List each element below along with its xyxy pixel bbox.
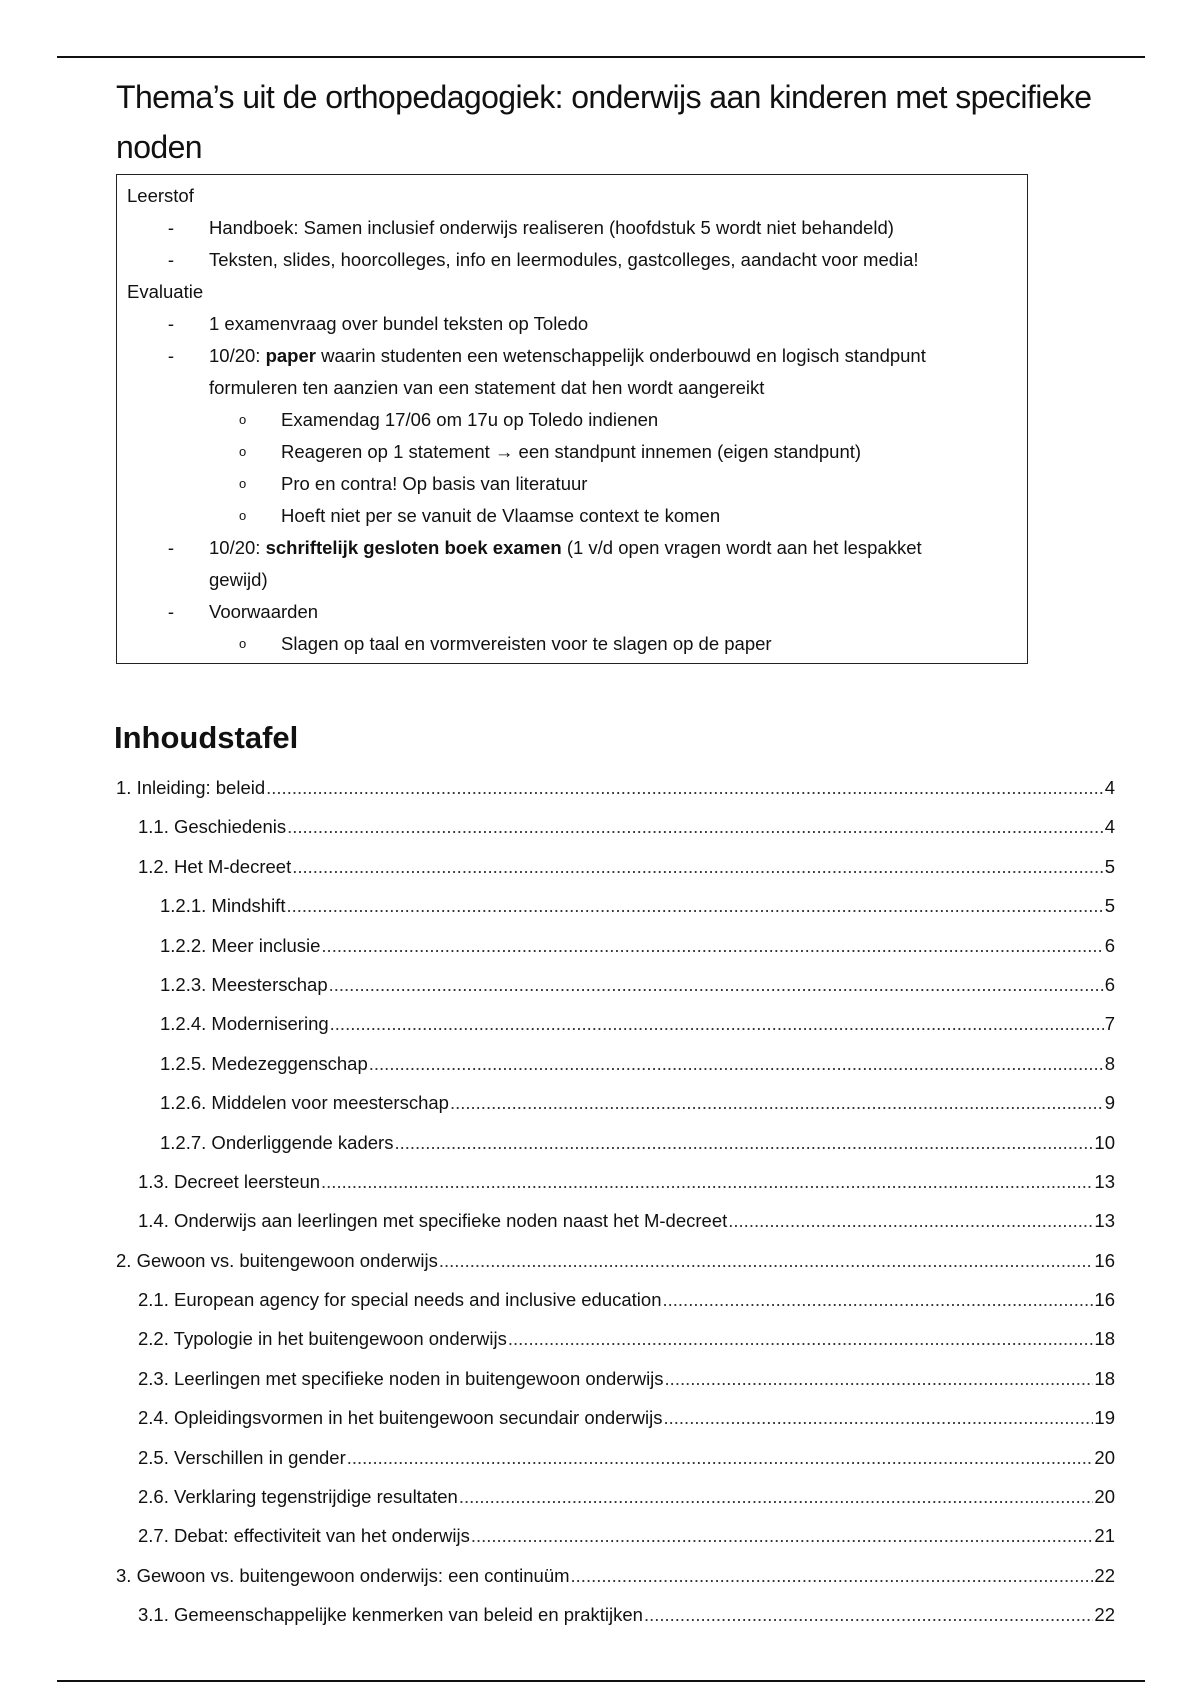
toc-label: 2.2. Typologie in het buitengewoon onderwijs	[138, 1328, 507, 1350]
toc-entry[interactable]	[116, 1556, 1115, 1595]
dash-marker: -	[167, 345, 175, 366]
toc-label: 2.4. Opleidingsvormen in het buitengewoon secundair onderwijs	[138, 1407, 663, 1429]
toc-leader-dots	[439, 1241, 1094, 1280]
toc-leader-dots	[292, 847, 1104, 886]
toc-page-number: 6	[1104, 973, 1115, 995]
toc-label: 2.5. Verschillen in gender	[138, 1446, 346, 1468]
toc-page-number: 16	[1094, 1249, 1115, 1271]
toc-page-number: 6	[1104, 934, 1115, 956]
list-item: - Handboek: Samen inclusief onderwijs realiseren (hoofdstuk 5 wordt niet behandeld)	[127, 212, 1017, 244]
toc-label: 1.2.2. Meer inclusie	[160, 934, 321, 956]
toc-page-number: 7	[1104, 1013, 1115, 1035]
toc-page-number: 21	[1094, 1525, 1115, 1547]
list-item: - Voorwaarden	[127, 596, 1017, 628]
bold-term: schriftelijk gesloten boek examen	[265, 537, 562, 558]
toc-leader-dots	[286, 886, 1103, 925]
toc-page-number: 19	[1094, 1407, 1115, 1429]
toc-page-number: 18	[1094, 1367, 1115, 1389]
toc-page-number: 9	[1104, 1092, 1115, 1114]
toc-leader-dots	[728, 1201, 1093, 1240]
circle-bullet: o	[239, 636, 247, 651]
toc-entry[interactable]	[116, 1477, 1115, 1516]
toc-leader-dots	[663, 1280, 1094, 1319]
toc-label: 1.3. Decreet leersteun	[138, 1170, 321, 1192]
dash-marker: -	[167, 217, 175, 238]
toc-label: 1.2.6. Middelen voor meesterschap	[160, 1092, 449, 1114]
toc-leader-dots	[571, 1556, 1094, 1595]
toc-leader-dots	[330, 1004, 1104, 1043]
toc-page-number: 18	[1094, 1328, 1115, 1350]
list-item: - Teksten, slides, hoorcolleges, info en leermodules, gastcolleges, aandacht voor media!	[127, 244, 1017, 276]
dash-marker: -	[167, 601, 175, 622]
toc-leader-dots	[347, 1438, 1094, 1477]
list-item-continuation: formuleren ten aanzien van een statement dat hen wordt aangereikt	[209, 377, 765, 398]
circle-bullet: o	[239, 508, 247, 523]
toc-page-number: 4	[1104, 816, 1115, 838]
toc-label: 1.2.5. Medezeggenschap	[160, 1052, 368, 1074]
toc-label: 1.2.3. Meesterschap	[160, 973, 328, 995]
toc-label: 1.2.4. Modernisering	[160, 1013, 329, 1035]
toc-entry[interactable]	[116, 1319, 1115, 1358]
toc-label: 2.3. Leerlingen met specifieke noden in buitengewoon onderwijs	[138, 1367, 664, 1389]
toc-label: 1.2.1. Mindshift	[160, 895, 286, 917]
toc-heading: Inhoudstafel	[114, 720, 299, 755]
sub-list-item: o Slagen op taal en vormvereisten voor te slagen op de paper	[127, 628, 1017, 660]
toc-entry[interactable]	[116, 1359, 1115, 1398]
dash-marker: -	[167, 537, 175, 558]
toc-page-number: 22	[1094, 1604, 1115, 1626]
toc-leader-dots	[329, 965, 1104, 1004]
toc-leader-dots	[321, 1162, 1093, 1201]
sub-list-item: o Hoeft niet per se vanuit de Vlaamse context te komen	[127, 500, 1017, 532]
toc-leader-dots	[266, 768, 1104, 807]
list-item: - 10/20: paper waarin studenten een wetenschappelijk onderbouwd en logisch standpunt	[127, 340, 1017, 372]
list-item: - 10/20: schriftelijk gesloten boek examen (1 v/d open vragen wordt aan het lespakket	[127, 532, 1017, 564]
toc-page-number: 16	[1094, 1289, 1115, 1311]
toc-leader-dots	[369, 1044, 1104, 1083]
toc-page-number: 22	[1094, 1564, 1115, 1586]
footer-rule	[57, 1680, 1145, 1682]
toc-page-number: 4	[1104, 777, 1115, 798]
toc-entry[interactable]	[116, 847, 1115, 886]
dash-marker: -	[167, 313, 175, 334]
toc-entry[interactable]	[116, 768, 1115, 807]
toc-leader-dots	[471, 1516, 1094, 1555]
evaluatie-heading: Evaluatie	[127, 281, 204, 302]
circle-bullet: o	[239, 412, 247, 427]
toc-entry[interactable]	[116, 1280, 1115, 1319]
toc-entry[interactable]	[116, 1004, 1115, 1043]
sub-list-item: o Pro en contra! Op basis van literatuur	[127, 468, 1017, 500]
toc-entry[interactable]	[116, 1162, 1115, 1201]
sub-list-item: o Reageren op 1 statement → een standpunt innemen (eigen standpunt)	[127, 436, 1017, 468]
toc-page-number: 20	[1094, 1486, 1115, 1508]
toc-entry[interactable]	[116, 1241, 1115, 1280]
toc-leader-dots	[287, 807, 1104, 846]
circle-bullet: o	[239, 476, 247, 491]
course-info-box	[116, 174, 1028, 664]
table-of-contents	[116, 768, 1115, 1635]
toc-entry[interactable]	[116, 1516, 1115, 1555]
toc-label: 1.4. Onderwijs aan leerlingen met specifieke noden naast het M-decreet	[138, 1210, 728, 1232]
toc-leader-dots	[508, 1319, 1094, 1358]
leerstof-heading: Leerstof	[127, 185, 194, 206]
toc-label: 3. Gewoon vs. buitengewoon onderwijs: een continuüm	[116, 1564, 570, 1586]
toc-leader-dots	[459, 1477, 1094, 1516]
toc-page-number: 10	[1094, 1131, 1115, 1153]
toc-entry[interactable]	[116, 965, 1115, 1004]
toc-leader-dots	[665, 1359, 1094, 1398]
toc-leader-dots	[394, 1123, 1093, 1162]
toc-leader-dots	[321, 926, 1103, 965]
toc-label: 3.1. Gemeenschappelijke kenmerken van beleid en praktijken	[138, 1604, 643, 1626]
toc-label: 2.7. Debat: effectiviteit van het onderwijs	[138, 1525, 470, 1547]
list-item: - 1 examenvraag over bundel teksten op Toledo	[127, 308, 1017, 340]
toc-label: 1.1. Geschiedenis	[138, 816, 287, 838]
toc-entry[interactable]	[116, 1398, 1115, 1437]
toc-label: 2. Gewoon vs. buitengewoon onderwijs	[116, 1249, 438, 1271]
toc-label: 2.6. Verklaring tegenstrijdige resultaten	[138, 1486, 458, 1508]
toc-label: 2.1. European agency for special needs and inclusive education	[138, 1289, 662, 1311]
toc-label: 1.2.7. Onderliggende kaders	[160, 1131, 394, 1153]
toc-leader-dots	[450, 1083, 1104, 1122]
toc-page-number: 13	[1094, 1210, 1115, 1232]
toc-entry[interactable]	[116, 886, 1115, 925]
circle-bullet: o	[239, 444, 247, 459]
toc-entry[interactable]	[116, 926, 1115, 965]
toc-entry[interactable]	[116, 1044, 1115, 1083]
sub-list-item: o Examendag 17/06 om 17u op Toledo indienen	[127, 404, 1017, 436]
toc-entry[interactable]	[116, 1595, 1115, 1634]
toc-leader-dots	[644, 1595, 1093, 1634]
toc-page-number: 5	[1104, 895, 1115, 917]
toc-page-number: 13	[1094, 1170, 1115, 1192]
dash-marker: -	[167, 249, 175, 270]
toc-entry[interactable]	[116, 1438, 1115, 1477]
toc-leader-dots	[664, 1398, 1094, 1437]
toc-label: 1.2. Het M-decreet	[138, 855, 292, 877]
toc-entry[interactable]	[116, 1123, 1115, 1162]
list-item-continuation: gewijd)	[209, 569, 268, 590]
toc-page-number: 20	[1094, 1446, 1115, 1468]
page-title: Thema’s uit de orthopedagogiek: onderwijs aan kinderen met specifieke noden	[116, 79, 1092, 165]
toc-entry[interactable]	[116, 1201, 1115, 1240]
toc-entry[interactable]	[116, 807, 1115, 846]
bold-term: paper	[265, 345, 316, 366]
toc-page-number: 5	[1104, 855, 1115, 877]
header-rule	[57, 56, 1145, 58]
toc-label: 1. Inleiding: beleid	[116, 777, 266, 798]
toc-entry[interactable]	[116, 1083, 1115, 1122]
toc-page-number: 8	[1104, 1052, 1115, 1074]
